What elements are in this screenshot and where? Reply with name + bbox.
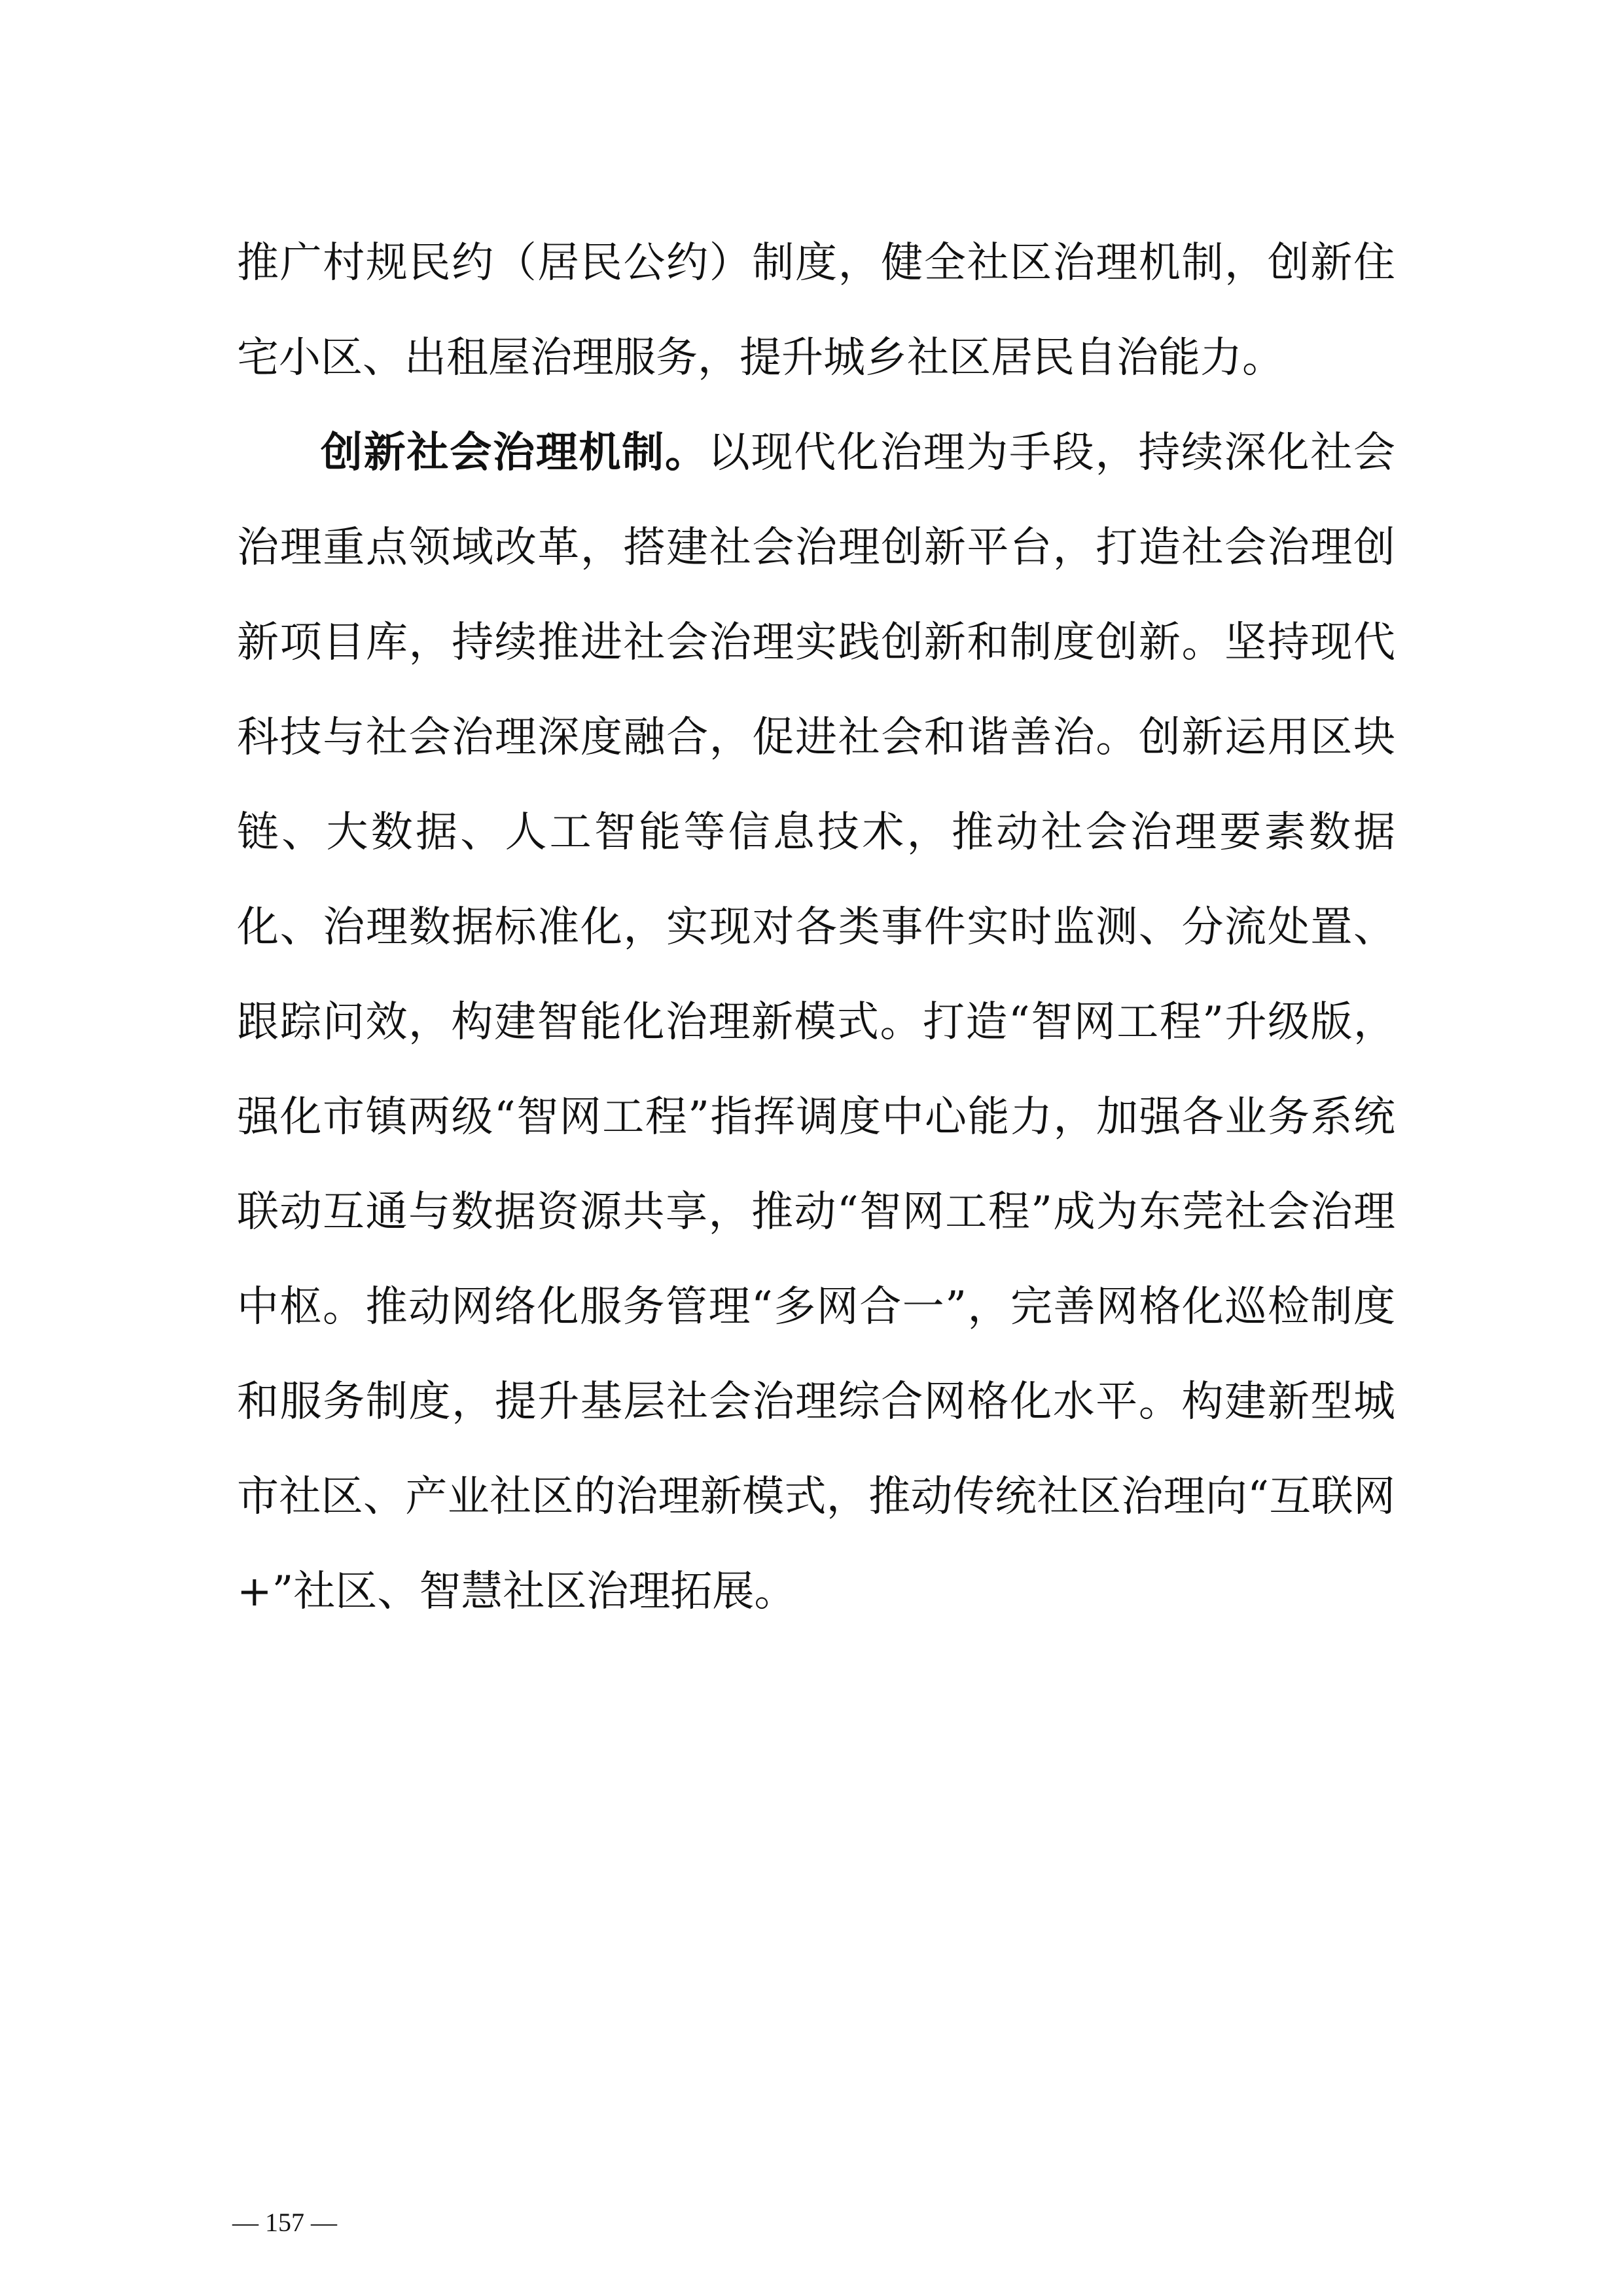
document-body xyxy=(237,216,1395,1640)
paragraph-text: 推广村规民约（居民公约）制度，健全社区治理机制，创新住宅小区、出租屋治理服务，提升城乡社区居民自治能力。 xyxy=(237,239,1395,382)
paragraph-text: 以现代化治理为手段，持续深化社会治理重点领域改革，搭建社会治理创新平台，打造社会治理创新项目库，持续推进社会治理实践创新和制度创新。坚持现代科技与社会治理深度融合，促进社会和谐善治。创新运用区块链、大数据、人工智能等信息技术，推动社会治理要素数据化、治理数据标准化，实现对各类事件实时监测、分流处置、跟踪问效，构建智能化治理新模式。打造“智网工程”升级版，强化市镇两级“智网工程”指挥调度中心能力，加强各业务系统联动互通与数据资源共享，推动“智网工程”成为东莞社会治理中枢。推动网络化服务管理“多网合一”，完善网格化巡检制度和服务制度，提升基层社会治理综合网格化水平。构建新型城市社区、产业社区的治理新模式，推动传统社区治理向“互联网+”社区、智慧社区治理拓展。 xyxy=(237,429,1395,1616)
paragraph-social-governance xyxy=(237,406,1395,1640)
page-number: — 157 — xyxy=(232,2208,337,2237)
paragraph-lead-heading: 创新社会治理机制。 xyxy=(321,429,708,477)
paragraph-continued xyxy=(237,216,1395,406)
